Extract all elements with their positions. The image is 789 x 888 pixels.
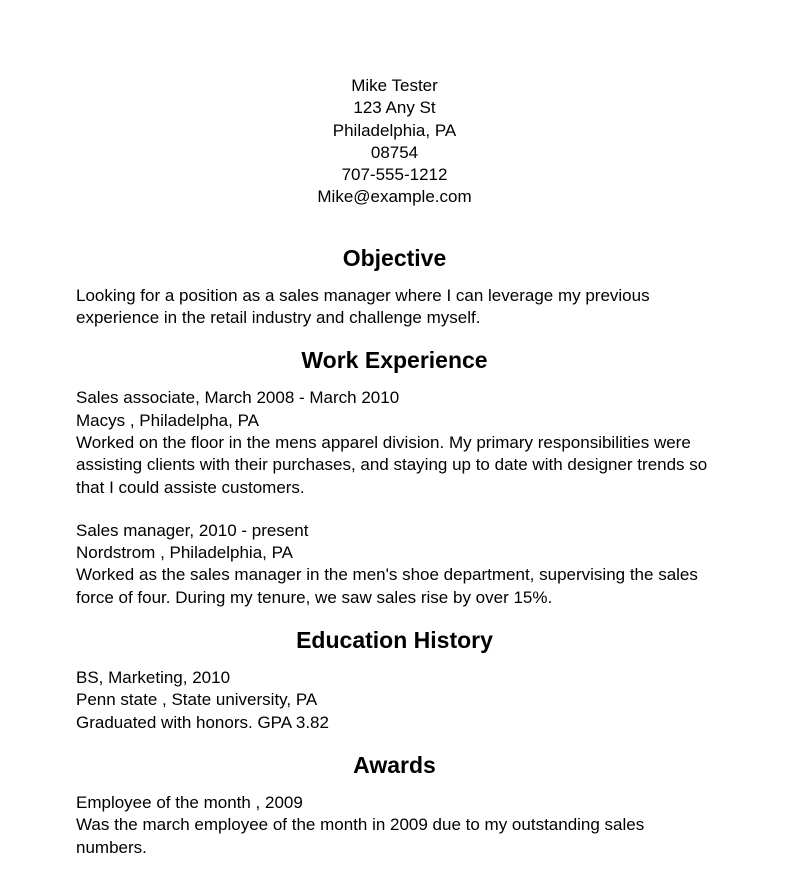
section-objective xyxy=(76,245,713,330)
section-awards xyxy=(76,752,713,859)
award-title: Employee of the month , 2009 xyxy=(76,792,303,812)
job-1-title-dates: Sales associate, March 2008 - March 2010 xyxy=(76,388,400,408)
contact-email: Mike@example.com xyxy=(317,187,472,207)
contact-zip: 08754 xyxy=(370,142,419,162)
awards-heading: Awards xyxy=(353,751,436,778)
section-work-experience xyxy=(76,347,713,609)
objective-text: Looking for a position as a sales manager where I can leverage my previous experience in the retail industry and challenge myself. xyxy=(76,285,650,328)
contact-phone: 707-555-1212 xyxy=(341,165,448,185)
job-1-company-location: Macys , Philadelpha, PA xyxy=(76,410,259,430)
contact-city-state: Philadelphia, PA xyxy=(332,120,457,140)
contact-name: Mike Tester xyxy=(351,76,438,95)
objective-heading: Objective xyxy=(342,244,447,271)
resume-page xyxy=(76,0,713,859)
section-education xyxy=(76,627,713,734)
education-degree: BS, Marketing, 2010 xyxy=(76,668,231,688)
education-school: Penn state , State university, PA xyxy=(76,690,318,710)
job-2-description: Worked as the sales manager in the men's shoe department, supervising the sales force of four. During my tenure, we saw sales rise by over 15%. xyxy=(76,565,698,607)
education-entry xyxy=(76,667,713,734)
award-entry xyxy=(76,792,713,859)
education-notes: Graduated with honors. GPA 3.82 xyxy=(76,712,329,732)
work-experience-heading: Work Experience xyxy=(301,347,488,374)
education-heading: Education History xyxy=(296,627,493,654)
job-entry-1 xyxy=(76,387,713,498)
job-2-company-location: Nordstrom , Philadelphia, PA xyxy=(76,543,294,563)
contact-header xyxy=(76,75,713,209)
job-1-description: Worked on the floor in the mens apparel division. My primary responsibilities were assisting clients with their purchases, and staying up to date with designer trends so that I could assiste customers. xyxy=(76,432,708,497)
job-2-title-dates: Sales manager, 2010 - present xyxy=(76,520,309,540)
job-entry-2 xyxy=(76,520,713,609)
contact-street: 123 Any St xyxy=(353,98,436,118)
award-description: Was the march employee of the month in 2009 due to my outstanding sales numbers. xyxy=(76,815,645,857)
